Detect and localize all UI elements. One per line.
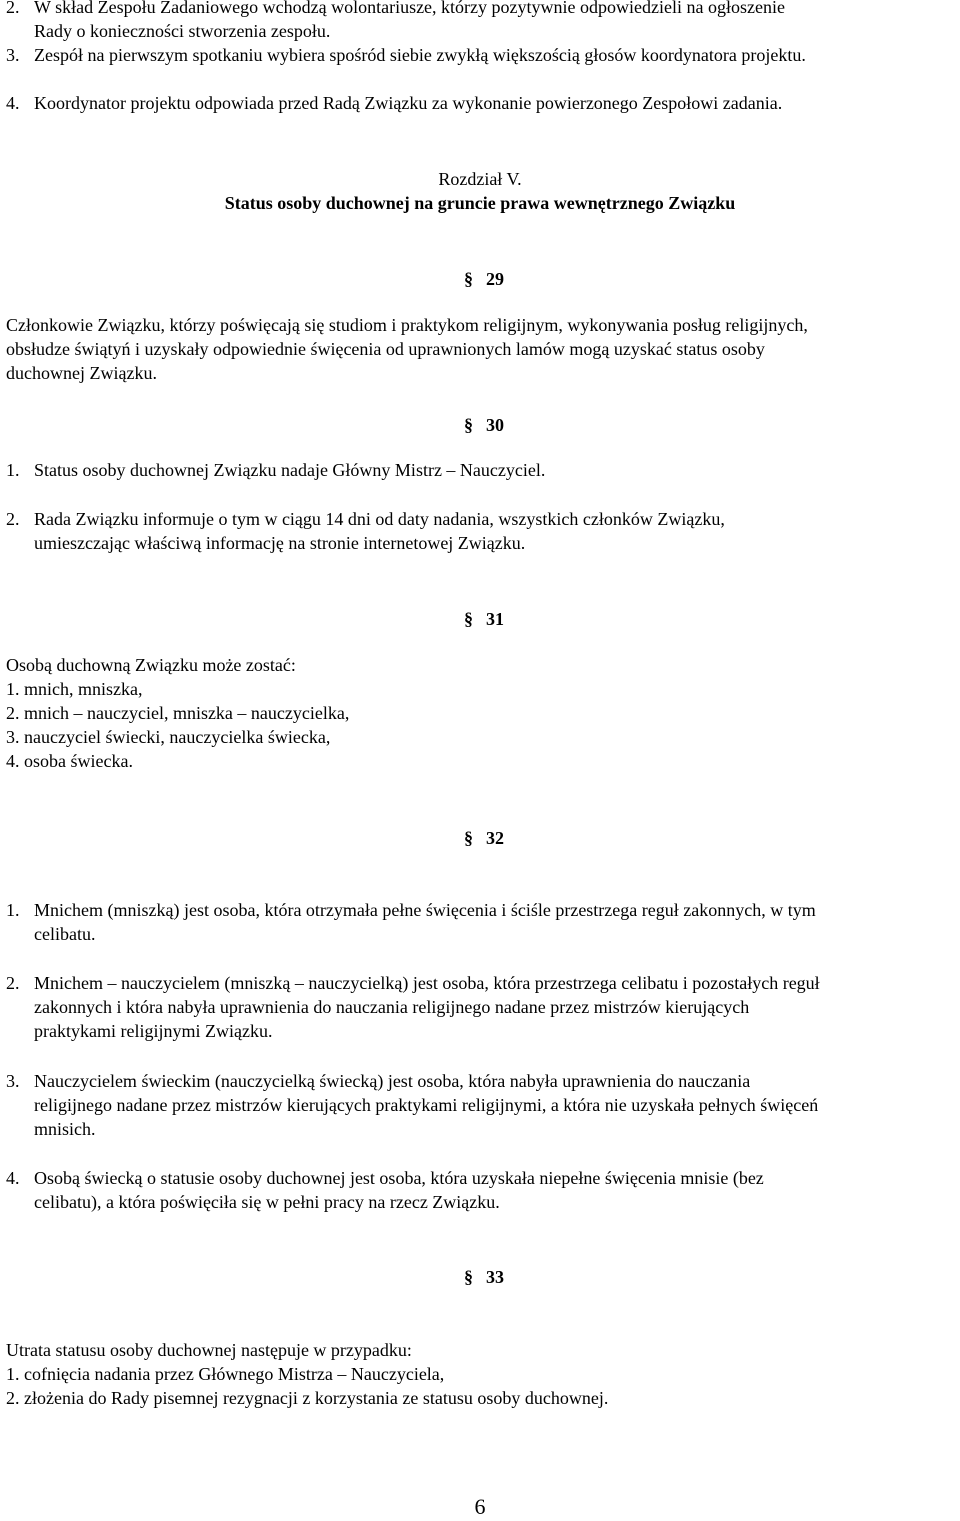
section-symbol: § — [464, 1267, 473, 1287]
text-line: Rada Związku informuje o tym w ciągu 14 dni od daty nadania, wszystkich członków Związku, — [34, 509, 725, 529]
text-line: Mnichem (mniszką) jest osoba, która otrzymała pełne święcenia i ściśle przestrzega reguł zakonnych, w tym — [34, 900, 816, 920]
section-31-heading — [464, 607, 504, 631]
list-intro: Utrata statusu osoby duchownej następuje w przypadku: — [6, 1340, 412, 1360]
item-number: 2. — [6, 0, 20, 17]
text-line: Koordynator projektu odpowiada przed Radą Związku za wykonanie powierzonego Zespołowi zadania. — [34, 93, 783, 113]
item-number: 1. — [6, 900, 20, 920]
text-line: mnisich. — [34, 1119, 96, 1139]
text-line: Osobą świecką o statusie osoby duchownej jest osoba, która uzyskała niepełne święcenia mnisie (bez — [34, 1168, 764, 1188]
section-number: 29 — [486, 269, 504, 289]
section-number: 30 — [486, 415, 504, 435]
list-item: 2. złożenia do Rady pisemnej rezygnacji z korzystania ze statusu osoby duchownej. — [6, 1388, 609, 1408]
page-number: 6 — [474, 1494, 486, 1519]
text-line: celibatu), a która poświęciła się w pełni pracy na rzecz Związku. — [34, 1192, 500, 1212]
item-number: 4. — [6, 93, 20, 113]
text-line: Nauczycielem świeckim (nauczycielką świecką) jest osoba, która nabyła uprawnienia do nauczania — [34, 1071, 751, 1091]
section-number: 31 — [486, 609, 504, 629]
text-line: religijnego nadane przez mistrzów kierujących praktykami religijnymi, a która nie uzyskała pełnych święceń — [34, 1095, 819, 1115]
text-line: celibatu. — [34, 924, 96, 944]
text-line: W skład Zespołu Zadaniowego wchodzą wolontariusze, którzy pozytywnie odpowiedzieli na ogłoszenie — [34, 0, 785, 17]
section-number: 33 — [486, 1267, 504, 1287]
item-number: 3. — [6, 45, 20, 65]
text-line: obsłudze świątyń i uzyskały odpowiednie święcenia od uprawnionych lamów mogą uzyskać status osoby — [6, 339, 765, 359]
section-symbol: § — [464, 269, 473, 289]
text-line: Rady o konieczności stworzenia zespołu. — [34, 21, 331, 41]
item-number: 4. — [6, 1168, 20, 1188]
text-line: Mnichem – nauczycielem (mniszką – nauczycielką) jest osoba, która przestrzega celibatu i pozostałych reguł — [34, 973, 820, 993]
text-line: duchownej Związku. — [6, 363, 157, 383]
item-number: 2. — [6, 973, 20, 993]
list-item: 1. mnich, mniszka, — [6, 679, 143, 699]
list-item: 1. cofnięcia nadania przez Głównego Mistrza – Nauczyciela, — [6, 1364, 445, 1384]
item-number: 1. — [6, 460, 20, 480]
chapter-label: Rozdział V. — [438, 169, 522, 189]
list-item: 2. mnich – nauczyciel, mniszka – nauczycielka, — [6, 703, 350, 723]
text-line: Status osoby duchownej Związku nadaje Główny Mistrz – Nauczyciel. — [34, 460, 546, 480]
section-32-heading — [464, 826, 504, 850]
text-line: zakonnych i która nabyła uprawnienia do nauczania religijnego nadane przez mistrzów kierujących — [34, 997, 750, 1017]
item-number: 2. — [6, 509, 20, 529]
chapter-title: Status osoby duchownej na gruncie prawa wewnętrznego Związku — [224, 193, 736, 213]
list-item: 3. nauczyciel świecki, nauczycielka świecka, — [6, 727, 331, 747]
section-symbol: § — [464, 609, 473, 629]
item-number: 3. — [6, 1071, 20, 1091]
text-line: umieszczając właściwą informację na stronie internetowej Związku. — [34, 533, 526, 553]
text-line: praktykami religijnymi Związku. — [34, 1021, 273, 1041]
section-29-heading — [464, 267, 504, 291]
list-item: 4. osoba świecka. — [6, 751, 133, 771]
section-number: 32 — [486, 828, 504, 848]
section-symbol: § — [464, 828, 473, 848]
section-symbol: § — [464, 415, 473, 435]
list-intro: Osobą duchowną Związku może zostać: — [6, 655, 296, 675]
text-line: Członkowie Związku, którzy poświęcają się studiom i praktykom religijnym, wykonywania posług religijnych, — [6, 315, 808, 335]
text-line: Zespół na pierwszym spotkaniu wybiera spośród siebie zwykłą większością głosów koordynatora projektu. — [34, 45, 806, 65]
section-33-heading — [464, 1265, 504, 1289]
section-30-heading — [464, 413, 504, 437]
